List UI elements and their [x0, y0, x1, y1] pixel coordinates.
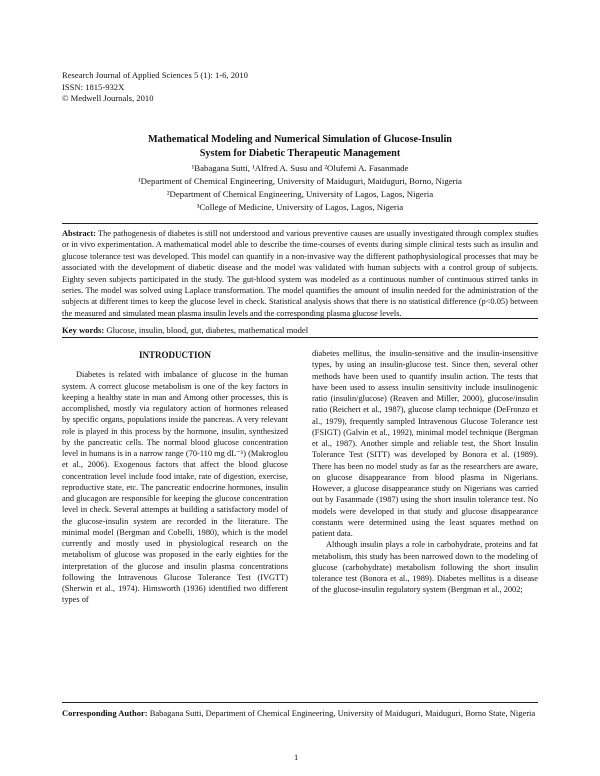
intro-paragraph-2: diabetes mellitus, the insulin-sensitive and the insulin-insensitive types, by using an insulin-glucose test. Since then, several other methods have been used to quantify insulin action. The tests that have been used to assess insulin sensitivity include insulinogenic ratio (insulin/glucose) (Reaven and Miller, 2000), glucose/insulin ratio (Reichert et al., 1987), glucose clamp technique (DeFronzo et al., 1979), frequently sampled Intravenous Glucose Tolerance test (FSIGT) (Galvin et al., 1992), minimal model technique (Bergman et al., 1987). Another simple and reliable test, the Short Insulin Tolerance Test (SITT) was developed by Bonora et al. (1989). There has been no model study as far as the researchers are aware, on glucose disappearance from blood plasma in Nigerians. However, a glucose disappearance study on Nigerians was carried out by Fasanmade (1987) using the short insulin tolerance test. No models were developed in that study and glucose disappearance constants were determined using the least squares method on patient data. [312, 349, 538, 538]
affiliation-1: ¹Department of Chemical Engineering, University of Maiduguri, Maiduguri, Borno, Nigeria [138, 176, 462, 186]
affiliation-3: ³College of Medicine, University of Lagos, Lagos, Nigeria [196, 202, 404, 213]
intro-paragraph-1: Diabetes is related with imbalance of glucose in the human system. A correct glucose metabolism is one of the key factors in keeping a healthy state in man and Among other processes, this is accomplished, mostly via regulatory action of hormones released by specific organs, populations inside the pancreas. A very relevant role is played in this process by the hormone, insulin, synthesized by the pancreatic cells. The normal blood glucose concentration level in humans is in a narrow range (70-110 mg dL⁻¹) (Makroglou et al., 2006). Exogenous factors that affect the blood glucose concentration level include food intake, rate of digestion, exercise, reproductive state, etc. The pancreatic endocrine hormones, insulin and glucagon are responsible for keeping the glucose concentration level in check. Several attempts at building a satisfactory model of the glucose-insulin system are recorded in the literature. The minimal model (Bergman and Cobelli, 1980), which is the model currently and mostly used in physiological research on the metabolism of glucose was proposed in the early eighties for the interpretation of the glucose and insulin plasma concentrations following the Intravenous Glucose Tolerance Test (IVGTT) (Sherwin et al., 1974). Himsworth (1936) identified two different types of [62, 370, 288, 605]
journal-header [62, 70, 248, 105]
keywords-label: Key words: [62, 325, 105, 335]
keywords-rule [62, 337, 538, 338]
left-column [62, 348, 288, 606]
author-list: ¹Babagana Sutti, ¹Alfred A. Susu and ²Olufemi A. Fasanmade [191, 163, 409, 173]
journal-citation: Research Journal of Applied Sciences 5 (1): 1-6, 2010 [62, 70, 248, 80]
journal-copyright: © Medwell Journals, 2010 [62, 93, 154, 103]
corresponding-text: Babagana Sutti, Department of Chemical Engineering, University of Maiduguri, Maiduguri, Borno State, Nigeria [149, 708, 536, 718]
affiliations [60, 175, 540, 215]
intro-paragraph-3: Although insulin plays a role in carbohydrate, proteins and fat metabolism, this study has been narrowed down to the modeling of glucose (carbohydrate) metabolism following the short insulin tolerance test (Bonora et al., 1989). Diabetes mellitus is a disease of the glucose-insulin regulatory system (Bergman et al., 2002; [312, 540, 538, 595]
introduction-heading: INTRODUCTION [138, 350, 211, 360]
page-number: 1 [294, 752, 299, 762]
abstract-text: The pathogenesis of diabetes is still not understood and various preventive causes are usually investigated through complex studies or in vivo experimentation. A mathematical model able to describe the time-courses of events during simple clinical tests such as insulin and glucose tolerance test was developed. This model can quantify in a non-invasive way the different pathophysiological processes that may be associated with the development of diabetic disease and the model was validated with human subjects with a control group of subjects. Eighty seven subjects participated in the study. The gut-blood system was modeled as a continuous number of continuous stirred tanks in series. The model was solved using Laplace transformation. The model quantifies the amount of insulin needed for the administration of the subjects at different times to keep the glucose level in check. Statistical analysis shows that there is no statistical difference (p<0.05) between the measured and simulated mean plasma insulin levels and the corresponding plasma glucose levels. [62, 229, 538, 318]
keywords [62, 324, 538, 336]
abstract [62, 228, 538, 319]
abstract-top-rule [62, 223, 538, 224]
journal-issn: ISSN: 1815-932X [62, 81, 125, 92]
corresponding-author [62, 708, 538, 720]
abstract-label: Abstract: [62, 229, 96, 238]
right-column [312, 348, 538, 596]
corresponding-label: Corresponding Author: [62, 708, 148, 718]
footer-rule [62, 702, 538, 703]
keywords-text: Glucose, insulin, blood, gut, diabetes, mathematical model [106, 325, 309, 335]
affiliation-2: ²Department of Chemical Engineering, University of Lagos, Lagos, Nigeria [166, 189, 434, 200]
paper-title: Mathematical Modeling and Numerical Simulation of Glucose-Insulin System for Diabetic Therapeutic Management [148, 134, 452, 159]
abstract-bottom-rule [62, 318, 538, 319]
